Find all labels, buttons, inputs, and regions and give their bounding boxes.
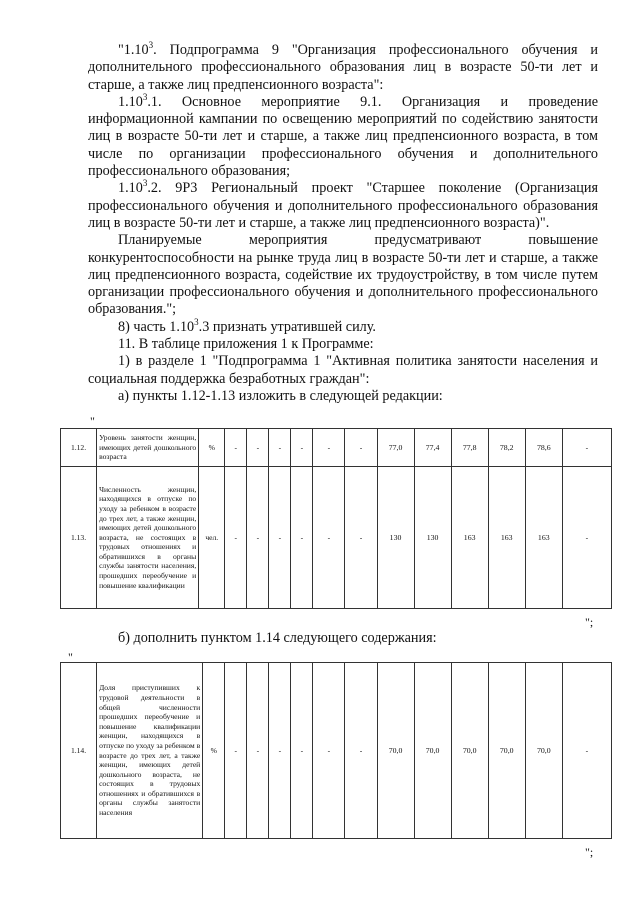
value-cell: - xyxy=(313,663,345,839)
value-cell: 163 xyxy=(488,467,525,609)
table-row xyxy=(61,467,612,609)
indicator-name: Численность женщин, находящихся в отпуске по уходу за ребенком в возрасте до трех лет, а также женщин, имеющих детей дошкольного возраста, не состоящих в трудовых отношениях и обратившихся в органы службы занятости населения, прошедших переобучение и повышение квалификации xyxy=(97,467,199,609)
value-cell: 70,0 xyxy=(414,663,451,839)
row-number: 1.12. xyxy=(61,429,97,467)
value-cell: - xyxy=(313,467,345,609)
value-cell: 78,2 xyxy=(488,429,525,467)
indicator-name: Доля приступивших к трудовой деятельности в общей численности прошедших переобучение и повышение квалификации женщин, находящихся в отпуске по уходу за ребенком в возрасте до трех лет, а также женщин, имеющих детей дошкольного возраста, не состоящих в трудовых отношениях и обратившихся в органы службы занятости населения xyxy=(97,663,203,839)
text-item-b xyxy=(88,630,598,647)
value-cell: - xyxy=(225,429,247,467)
open-quote-mark: " xyxy=(68,650,73,664)
close-quote-mark: "; xyxy=(585,615,594,629)
value-cell: 130 xyxy=(377,467,414,609)
value-cell: - xyxy=(291,663,313,839)
value-cell: 77,0 xyxy=(377,429,414,467)
value-cell: 70,0 xyxy=(488,663,525,839)
value-cell: - xyxy=(269,467,291,609)
table-items-1-12-1-13 xyxy=(60,428,612,609)
table-row xyxy=(61,429,612,467)
value-cell: - xyxy=(247,467,269,609)
paragraph-section-1: 1) в разделе 1 "Подпрограмма 1 "Активная политика занятости населения и социальная поддержка безработных граждан": xyxy=(88,353,598,387)
value-cell: - xyxy=(562,429,611,467)
main-text xyxy=(88,42,598,405)
paragraph-regional-project: 1.10$^3$.2. 9Р3 Региональный проект "Старшее поколение (Организация профессионального обучения и дополнительного профессионального образования лиц в возрасте 50-ти лет и старше, а также лиц предпенсионного возраста)". xyxy=(88,178,598,231)
paragraph-subprogram-9: "1.10$^3$. Подпрограмма 9 "Организация профессионального обучения и дополнительного профессионального образования лиц в возрасте 50-ти лет и старше, а также лиц предпенсионного возраста": xyxy=(88,40,598,93)
paragraph-planned-events: Планируемые мероприятия предусматривают повышение конкурентоспособности на рынке труда лиц в возрасте 50-ти лет и старше, а также лиц предпенсионного возраста, содействие их трудоустройству, в том числе путем организации профессионального обучения и дополнительного профессионального образования."; xyxy=(88,232,598,318)
value-cell: 77,8 xyxy=(451,429,488,467)
row-number: 1.14. xyxy=(61,663,97,839)
paragraph-part-revoked: 8) часть 1.10$^3$.3 признать утратившей силу. xyxy=(118,316,376,335)
close-quote-mark: "; xyxy=(585,845,594,859)
value-cell: - xyxy=(345,467,377,609)
value-cell: 70,0 xyxy=(377,663,414,839)
value-cell: - xyxy=(269,663,291,839)
value-cell: - xyxy=(247,429,269,467)
table-item-1-14 xyxy=(60,662,612,839)
value-cell: - xyxy=(562,663,611,839)
unit: % xyxy=(203,663,225,839)
value-cell: 78,6 xyxy=(525,429,562,467)
value-cell: - xyxy=(225,467,247,609)
value-cell: - xyxy=(313,429,345,467)
table-row xyxy=(61,663,612,839)
value-cell: 70,0 xyxy=(525,663,562,839)
value-cell: 77,4 xyxy=(414,429,451,467)
value-cell: - xyxy=(345,663,377,839)
paragraph-items-1-12-1-13: а) пункты 1.12-1.13 изложить в следующей редакции: xyxy=(118,387,443,404)
value-cell: - xyxy=(225,663,247,839)
row-number: 1.13. xyxy=(61,467,97,609)
value-cell: - xyxy=(562,467,611,609)
value-cell: 130 xyxy=(414,467,451,609)
value-cell: - xyxy=(345,429,377,467)
value-cell: - xyxy=(269,429,291,467)
paragraph-main-event-9-1: 1.10$^3$.1. Основное мероприятие 9.1. Организация и проведение информационной кампании по освещению мероприятий по содействию занятости лиц в возрасте 50-ти лет и старше, а также лиц предпенсионного возраста, в том числе по организации профессионального обучения и дополнительного профессионального образования; xyxy=(88,91,598,180)
value-cell: 163 xyxy=(451,467,488,609)
unit: чел. xyxy=(199,467,225,609)
indicator-name: Уровень занятости женщин, имеющих детей дошкольного возраста xyxy=(97,429,199,467)
value-cell: - xyxy=(291,467,313,609)
value-cell: - xyxy=(291,429,313,467)
unit: % xyxy=(199,429,225,467)
value-cell: - xyxy=(247,663,269,839)
open-quote-mark: " xyxy=(90,414,95,428)
paragraph-add-item-1-14: б) дополнить пунктом 1.14 следующего содержания: xyxy=(118,630,437,646)
paragraph-table-appendix: 11. В таблице приложения 1 к Программе: xyxy=(118,336,374,353)
value-cell: 70,0 xyxy=(451,663,488,839)
value-cell: 163 xyxy=(525,467,562,609)
